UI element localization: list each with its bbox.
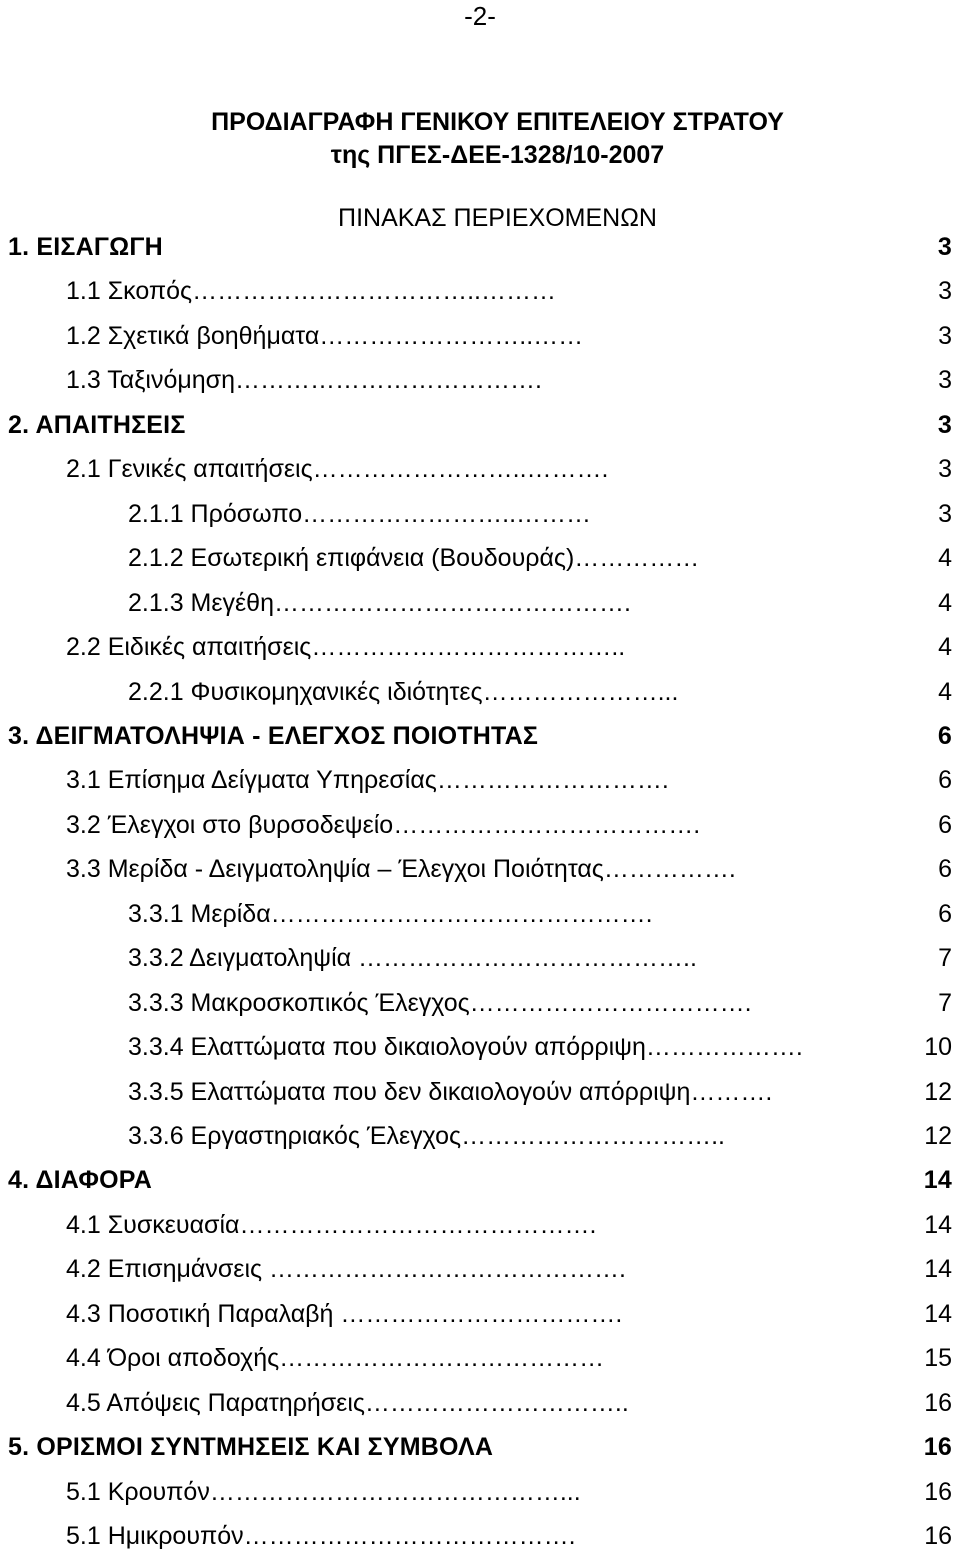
toc-entry-label: 4.1 Συσκευασία……………………………………. xyxy=(66,1210,597,1239)
toc-entry-label: 5.1 Κρουπόν……………………………………... xyxy=(66,1477,581,1506)
toc-entry xyxy=(0,674,960,710)
toc-entry-page: 3 xyxy=(938,366,952,395)
toc-entry-page: 10 xyxy=(924,1033,952,1062)
toc-entry-page: 3 xyxy=(938,321,952,350)
toc-entry xyxy=(0,940,960,976)
document-title: ΠΡΟΔΙΑΓΡΑΦΗ ΓΕΝΙΚΟΥ ΕΠΙΤΕΛΕΙΟΥ ΣΤΡΑΤΟΥ xyxy=(211,108,784,136)
toc-entry-page: 12 xyxy=(924,1122,952,1150)
toc-entry-page: 4 xyxy=(938,588,952,617)
toc-entry-label: 5.1 Ημικρουπόν…………………………………. xyxy=(66,1522,576,1551)
toc-entry-page: 16 xyxy=(924,1477,952,1506)
toc-entry xyxy=(0,1074,960,1110)
toc-entry-label: 1.1 Σκοπός……………………………..……… xyxy=(66,277,556,306)
page-number: -2- xyxy=(464,1,496,31)
toc-entry xyxy=(0,362,960,398)
toc-entry-page: 7 xyxy=(938,944,952,973)
toc-entry xyxy=(0,273,960,309)
toc-entry xyxy=(0,629,960,665)
toc-entry xyxy=(0,1474,960,1510)
toc-entry xyxy=(0,229,960,265)
document-subtitle: της ΠΓΕΣ-ΔΕΕ-1328/10-2007 xyxy=(330,141,665,169)
toc-entry-page: 16 xyxy=(924,1522,952,1551)
toc-entry xyxy=(0,985,960,1021)
toc-entry-label: 3. ΔΕΙΓΜΑΤΟΛΗΨΙΑ - ΕΛΕΓΧΟΣ ΠΟΙΟΤΗΤΑΣ xyxy=(8,721,539,750)
toc-entry-label: 3.1 Επίσημα Δείγματα Υπηρεσίας………………………. xyxy=(66,766,669,795)
toc-entry-label: 4.5 Απόψεις Παρατηρήσεις………………………….. xyxy=(66,1388,629,1417)
toc-entry xyxy=(0,1385,960,1421)
toc-entry-label: 2.1.1 Πρόσωπο……………………..……… xyxy=(128,499,592,528)
toc-heading: ΠΙΝΑΚΑΣ ΠΕΡΙΕΧΟΜΕΝΩΝ xyxy=(338,204,657,232)
toc-entry xyxy=(0,1429,960,1465)
toc-entry xyxy=(0,1518,960,1554)
toc-entry-page: 12 xyxy=(924,1077,952,1106)
toc-entry-label: 1. ΕΙΣΑΓΩΓΗ xyxy=(8,233,163,261)
toc-entry-page: 16 xyxy=(924,1388,952,1417)
toc-entry-page: 4 xyxy=(938,633,952,662)
toc-entry-page: 4 xyxy=(938,677,952,706)
toc-entry-page: 3 xyxy=(938,499,952,528)
toc-entry-label: 4.3 Ποσοτική Παραλαβή ……………………………. xyxy=(66,1299,623,1328)
toc-entry xyxy=(0,540,960,576)
toc-entry xyxy=(0,762,960,798)
toc-entry-page: 14 xyxy=(924,1210,952,1239)
toc-entry xyxy=(0,807,960,843)
toc-entry-page: 7 xyxy=(938,988,952,1017)
toc-entry-label: 2.1.2 Εσωτερική επιφάνεια (Βουδουράς)…………… xyxy=(128,544,700,573)
toc-entry xyxy=(0,1296,960,1332)
toc-entry-page: 16 xyxy=(923,1433,952,1462)
toc-entry-label: 2.2.1 Φυσικομηχανικές ιδιότητες…………………... xyxy=(128,677,679,706)
toc-entry xyxy=(0,407,960,443)
toc-entry-label: 2. ΑΠΑΙΤΗΣΕΙΣ xyxy=(8,410,186,439)
toc-entry-page: 6 xyxy=(937,721,952,750)
toc-entry-page: 6 xyxy=(938,766,952,795)
toc-entry-label: 3.3.4 Ελαττώματα που δικαιολογούν απόρριψη………………. xyxy=(128,1033,803,1062)
toc-entry-label: 1.2 Σχετικά βοηθήματα……………………..…… xyxy=(66,321,584,350)
toc-entry-label: 3.3.3 Μακροσκοπικός Έλεγχος……………………………. xyxy=(128,988,752,1017)
toc-entry xyxy=(0,851,960,887)
toc-entry xyxy=(0,1207,960,1243)
toc-entry-label: 3.3.5 Ελαττώματα που δεν δικαιολογούν απόρριψη………. xyxy=(128,1077,773,1106)
toc-entry-label: 4.4 Όροι αποδοχής………………………………… xyxy=(66,1344,605,1373)
toc-entry xyxy=(0,896,960,932)
toc-entry xyxy=(0,1251,960,1287)
toc-entry-label: 3.3.1 Μερίδα………………………………………. xyxy=(128,899,653,928)
toc-entry-page: 14 xyxy=(923,1166,952,1195)
toc-entry-page: 3 xyxy=(937,410,952,439)
toc-entry-label: 2.1.3 Μεγέθη……………………………………. xyxy=(128,588,631,617)
toc-entry-page: 14 xyxy=(924,1299,952,1328)
toc-entry xyxy=(0,318,960,354)
toc-entry-label: 3.3.2 Δειγματοληψία ………………………………….. xyxy=(128,944,697,973)
toc-entry-page: 3 xyxy=(938,455,952,484)
toc-entry xyxy=(0,1340,960,1376)
toc-entry-page: 14 xyxy=(924,1255,952,1284)
toc-entry-label: 4.2 Επισημάνσεις ……………………………………. xyxy=(66,1255,626,1284)
toc-entry-page: 3 xyxy=(938,277,952,306)
toc-entry-label: 4. ΔΙΑΦΟΡΑ xyxy=(8,1166,153,1195)
toc-entry-label: 3.3.6 Εργαστηριακός Έλεγχος………………………….. xyxy=(128,1122,725,1150)
toc-entry-page: 15 xyxy=(924,1344,952,1373)
toc-entry-page: 6 xyxy=(938,810,952,839)
toc-entry-label: 5. ΟΡΙΣΜΟΙ ΣΥΝΤΜΗΣΕΙΣ ΚΑΙ ΣΥΜΒΟΛΑ xyxy=(8,1433,494,1462)
toc-entry xyxy=(0,1162,960,1198)
toc-entry-label: 3.3 Μερίδα - Δειγματοληψία – Έλεγχοι Ποιότητας……………. xyxy=(66,855,736,884)
toc-entry-page: 3 xyxy=(937,233,952,261)
toc-entry xyxy=(0,496,960,532)
toc-entry-label: 1.3 Ταξινόμηση………………………………. xyxy=(66,366,542,395)
toc-entry xyxy=(0,585,960,621)
toc-entry-label: 3.2 Έλεγχοι στο βυρσοδεψείο………………………………. xyxy=(66,810,701,839)
toc-entry xyxy=(0,451,960,487)
toc-entry-label: 2.1 Γενικές απαιτήσεις……………………..………. xyxy=(66,455,609,484)
toc-entry xyxy=(0,1029,960,1065)
toc-entry xyxy=(0,1118,960,1154)
toc-entry-page: 4 xyxy=(938,544,952,573)
toc-entry-page: 6 xyxy=(938,855,952,884)
toc-entry-page: 6 xyxy=(938,899,952,928)
toc-entry-label: 2.2 Ειδικές απαιτήσεις……………………………….. xyxy=(66,633,626,662)
toc-entry xyxy=(0,718,960,754)
